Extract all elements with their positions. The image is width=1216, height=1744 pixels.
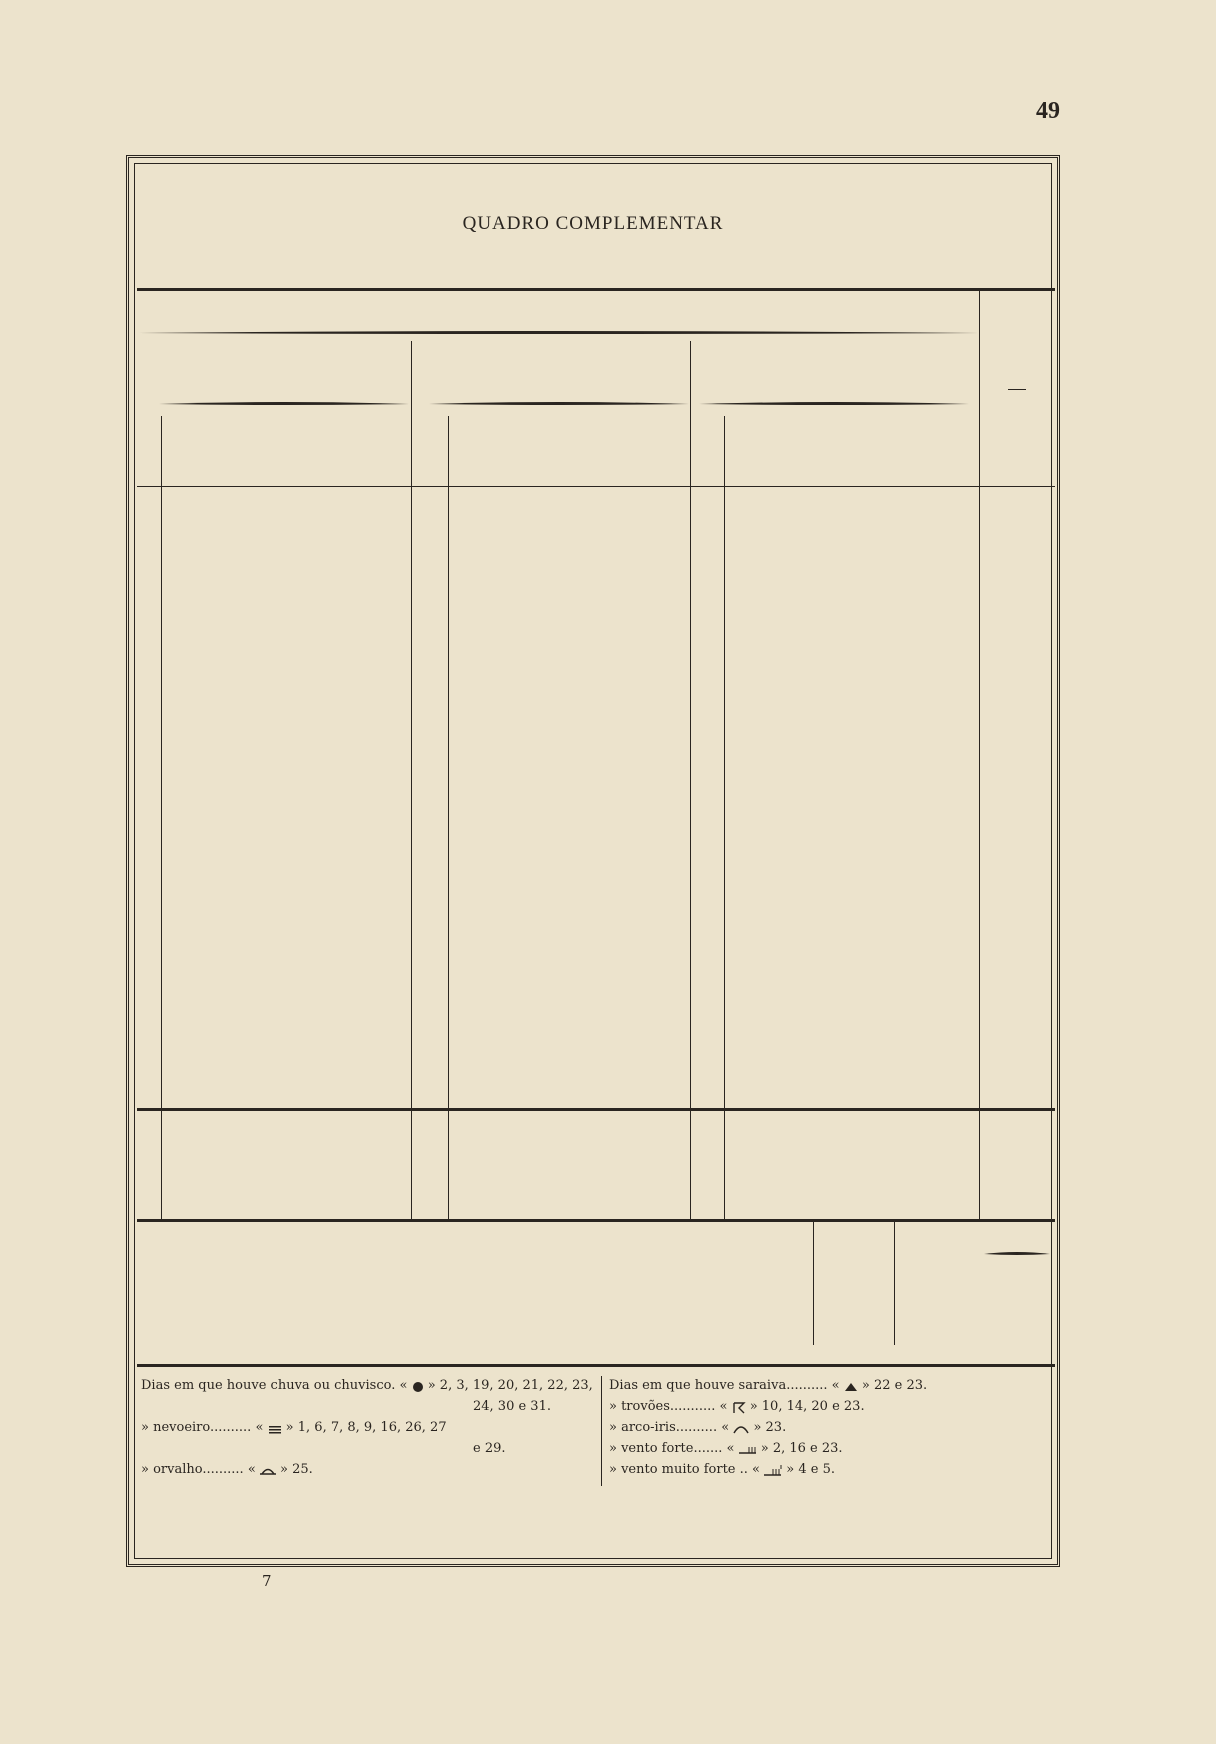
table-frame [126, 155, 1060, 1567]
month-year-rule [1008, 389, 1026, 390]
col-divider-2 [690, 341, 691, 1219]
rainbow-icon [733, 1423, 749, 1433]
note-line [609, 1399, 865, 1415]
col-divider-num3 [724, 416, 725, 1219]
dot-icon [412, 1381, 424, 1391]
header-rule-top [137, 288, 1055, 291]
dew-icon [260, 1465, 276, 1475]
col-divider-num2 [448, 416, 449, 1219]
note-quote: « [827, 1378, 844, 1393]
note-days: 24, 30 e 31. [473, 1399, 551, 1414]
footer-mark: 7 [262, 1572, 272, 1590]
note-label: » nevoeiro.......... [141, 1420, 252, 1435]
summary-divider-2 [894, 1220, 895, 1345]
note-days: » 10, 14, 20 e 23. [749, 1399, 865, 1414]
note-label: Dias em que houve saraiva.......... [609, 1378, 828, 1393]
brace-9pm [699, 401, 969, 407]
note-days: » 25. [280, 1462, 313, 1477]
note-line [473, 1399, 551, 1415]
header-bottom-rule-day [979, 486, 1055, 487]
note-label: » vento muito forte .. [609, 1462, 748, 1477]
note-label: » orvalho.......... [141, 1462, 244, 1477]
note-quote: « [747, 1462, 765, 1477]
header-clouds-brace [139, 330, 979, 336]
note-label: » arco-iris.......... [609, 1420, 718, 1435]
footer-rule [137, 1219, 1055, 1222]
hail-icon [844, 1381, 858, 1391]
note-days: » 2, 3, 19, 20, 21, 22, 23, [427, 1378, 593, 1393]
note-quote: « [715, 1399, 732, 1414]
thunder-icon [732, 1402, 746, 1412]
note-quote: « [395, 1378, 412, 1393]
note-line [609, 1462, 835, 1478]
wind-icon [739, 1444, 757, 1454]
note-line [609, 1441, 843, 1457]
note-quote: « [243, 1462, 260, 1477]
page-title: QUADRO COMPLEMENTAR [462, 213, 724, 234]
page-number: 49 [1036, 98, 1060, 124]
col-divider-day [979, 291, 980, 1219]
note-line [473, 1441, 506, 1457]
note-quote: « [717, 1420, 734, 1435]
notes-rule [137, 1364, 1055, 1367]
summary-dias-brace [984, 1251, 1050, 1257]
note-line [609, 1378, 927, 1394]
total-rule [137, 1108, 1055, 1111]
fog-icon [268, 1423, 282, 1433]
note-days: » 23. [753, 1420, 787, 1435]
note-line [141, 1462, 313, 1478]
note-quote: « [722, 1441, 739, 1456]
notes-divider [601, 1376, 602, 1486]
brace-3pm [159, 401, 409, 407]
note-label: » trovões........... [609, 1399, 716, 1414]
table-frame-inner [134, 163, 1052, 1559]
col-divider-1 [411, 341, 412, 1219]
note-line [609, 1420, 786, 1436]
note-days: » 1, 6, 7, 8, 9, 16, 26, 27 [285, 1420, 447, 1435]
strongwind-icon [764, 1465, 782, 1475]
note-days: » 22 e 23. [861, 1378, 928, 1393]
note-days: e 29. [473, 1441, 506, 1456]
note-days: » 4 e 5. [786, 1462, 835, 1477]
header-bottom-rule [137, 486, 979, 487]
note-quote: « [251, 1420, 268, 1435]
note-days: » 2, 16 e 23. [760, 1441, 843, 1456]
note-label: Dias em que houve chuva ou chuvisco. [141, 1378, 396, 1393]
note-label: » vento forte....... [609, 1441, 723, 1456]
col-divider-num1 [161, 416, 162, 1219]
brace-6pm [429, 401, 689, 407]
summary-divider-1 [813, 1220, 814, 1345]
note-line [141, 1378, 593, 1394]
note-line [141, 1420, 447, 1436]
